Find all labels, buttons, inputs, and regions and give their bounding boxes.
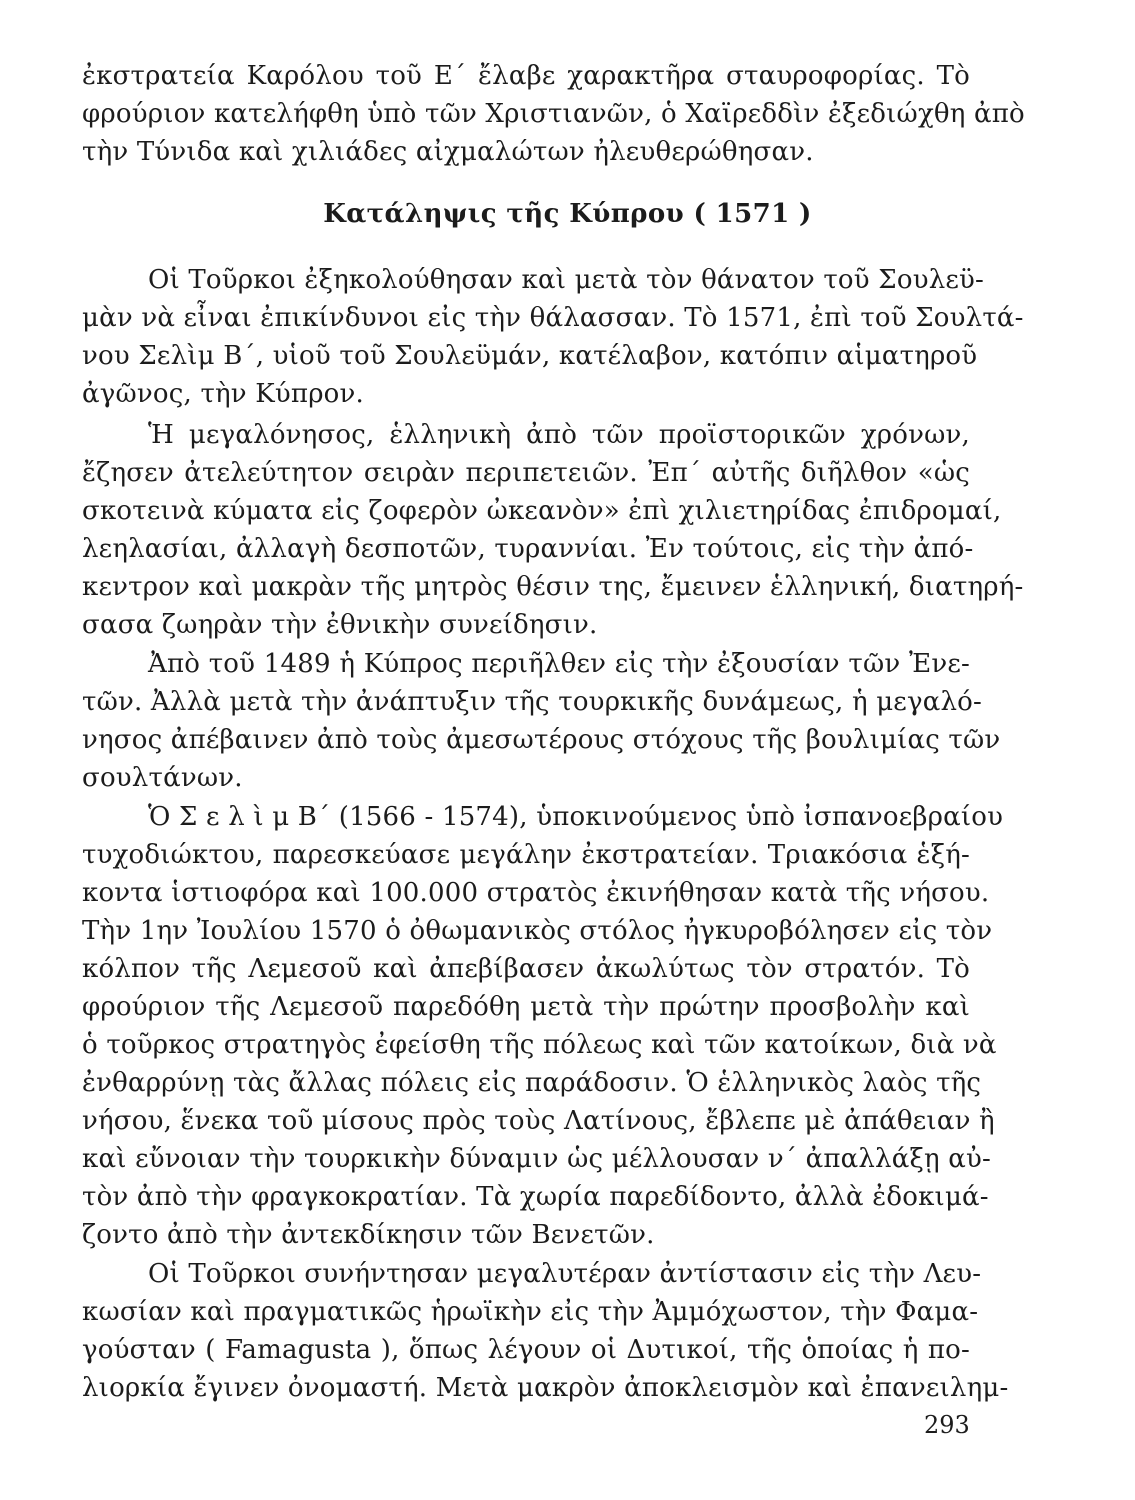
text-line: κοντα ἱστιοφόρα καὶ 100.000 στρατὸς ἐκινήθησαν κατὰ τῆς νήσου.	[82, 878, 990, 908]
text-line: νήσου, ἕνεκα τοῦ μίσους πρὸς τοὺς Λατίνους, ἔβλεπε μὲ ἀπάθειαν ἢ	[82, 1106, 995, 1136]
text-line: κόλπον τῆς Λεμεσοῦ καὶ ἀπεβίβασεν ἀκωλύτως τὸν στρατόν. Τὸ	[82, 954, 970, 984]
text-line: σουλτάνων.	[82, 763, 243, 793]
text-line: μὰν νὰ εἶναι ἐπικίνδυνοι εἰς τὴν θάλασσαν. Τὸ 1571, ἐπὶ τοῦ Σουλτά-	[82, 303, 1024, 333]
text-line: γούσταν ( Famagusta ), ὅπως λέγουν οἱ Δυτικοί, τῆς ὁποίας ἡ πο-	[82, 1335, 970, 1365]
text-line: τὴν Τύνιδα καὶ χιλιάδες αἰχμαλώτων ἠλευθερώθησαν.	[82, 137, 814, 167]
text-line: Τὴν 1ην Ἰουλίου 1570 ὁ ὀθωμανικὸς στόλος ἠγκυροβόλησεν εἰς τὸν	[82, 916, 993, 946]
text-line: Οἱ Τοῦρκοι συνήντησαν μεγαλυτέραν ἀντίστασιν εἰς τὴν Λευ-	[148, 1259, 982, 1289]
text-line: ἐνθαρρύνῃ τὰς ἄλλας πόλεις εἰς παράδοσιν. Ὁ ἑλληνικὸς λαὸς τῆς	[82, 1068, 982, 1098]
text-line: Ἡ μεγαλόνησος, ἑλληνικὴ ἀπὸ τῶν προϊστορικῶν χρόνων,	[148, 420, 970, 450]
text-line: Ὁ Σ ε λ ὶ μ Β΄ (1566 - 1574), ὑποκινούμενος ὑπὸ ἰσπανοεβραίου	[148, 802, 1004, 832]
text-line: ζοντο ἀπὸ τὴν ἀντεκδίκησιν τῶν Βενετῶν.	[82, 1220, 655, 1250]
text-line: σκοτεινὰ κύματα εἰς ζοφερὸν ὠκεανὸν» ἐπὶ χιλιετηρίδας ἐπιδρομαί,	[82, 496, 1002, 526]
text-line: καὶ εὔνοιαν τὴν τουρκικὴν δύναμιν ὡς μέλλουσαν ν΄ ἀπαλλάξῃ αὐ-	[82, 1144, 991, 1174]
text-line: Ἀπὸ τοῦ 1489 ἡ Κύπρος περιῆλθεν εἰς τὴν ἐξουσίαν τῶν Ἐνε-	[148, 649, 970, 679]
text-line: λιορκία ἔγινεν ὀνομαστή. Μετὰ μακρὸν ἀποκλεισμὸν καὶ ἐπανειλημ-	[82, 1373, 1009, 1403]
text-line: κωσίαν καὶ πραγματικῶς ἡρωϊκὴν εἰς τὴν Ἀμμόχωστον, τὴν Φαμα-	[82, 1297, 979, 1327]
text-line: νου Σελὶμ Β΄, υἱοῦ τοῦ Σουλεϋμάν, κατέλαβον, κατόπιν αἱματηροῦ	[82, 341, 978, 371]
text-line: ἔζησεν ἀτελεύτητον σειρὰν περιπετειῶν. Ἐπ΄ αὐτῆς διῆλθον «ὡς	[82, 458, 970, 488]
text-line: λεηλασίαι, ἀλλαγὴ δεσποτῶν, τυραννίαι. Ἐν τούτοις, εἰς τὴν ἀπό-	[82, 534, 974, 564]
text-line: ὁ τοῦρκος στρατηγὸς ἐφείσθη τῆς πόλεως καὶ τῶν κατοίκων, διὰ νὰ	[82, 1030, 997, 1060]
text-line: ἀγῶνος, τὴν Κύπρον.	[82, 379, 365, 409]
text-line: σασα ζωηρὰν τὴν ἐθνικὴν συνείδησιν.	[82, 610, 598, 640]
text-line: τῶν. Ἀλλὰ μετὰ τὴν ἀνάπτυξιν τῆς τουρκικῆς δυνάμεως, ἡ μεγαλό-	[82, 687, 982, 717]
text-line: τὸν ἀπὸ τὴν φραγκοκρατίαν. Τὰ χωρία παρεδίδοντο, ἀλλὰ ἐδοκιμά-	[82, 1182, 989, 1212]
text-line: ἐκστρατεία Καρόλου τοῦ Ε΄ ἔλαβε χαρακτῆρα σταυροφορίας. Τὸ	[82, 61, 970, 91]
text-line: φρούριον κατελήφθη ὑπὸ τῶν Χριστιανῶν, ὁ Χαϊρεδδὶν ἐξεδιώχθη ἀπὸ	[82, 99, 1025, 129]
text-line: τυχοδιώκτου, παρεσκεύασε μεγάλην ἐκστρατείαν. Τριακόσια ἑξή-	[82, 840, 970, 870]
text-line: κεντρον καὶ μακρὰν τῆς μητρὸς θέσιν της, ἔμεινεν ἑλληνική, διατηρή-	[82, 572, 1024, 602]
text-line: φρούριον τῆς Λεμεσοῦ παρεδόθη μετὰ τὴν πρώτην προσβολὴν καὶ	[82, 992, 970, 1022]
page-number: 293	[924, 1411, 970, 1439]
section-heading: Κατάληψις τῆς Κύπρου ( 1571 )	[323, 199, 812, 229]
text-line: Οἱ Τοῦρκοι ἐξηκολούθησαν καὶ μετὰ τὸν θάνατον τοῦ Σουλεϋ-	[148, 265, 985, 295]
text-line: νησος ἀπέβαινεν ἀπὸ τοὺς ἀμεσωτέρους στόχους τῆς βουλιμίας τῶν	[82, 725, 1001, 755]
